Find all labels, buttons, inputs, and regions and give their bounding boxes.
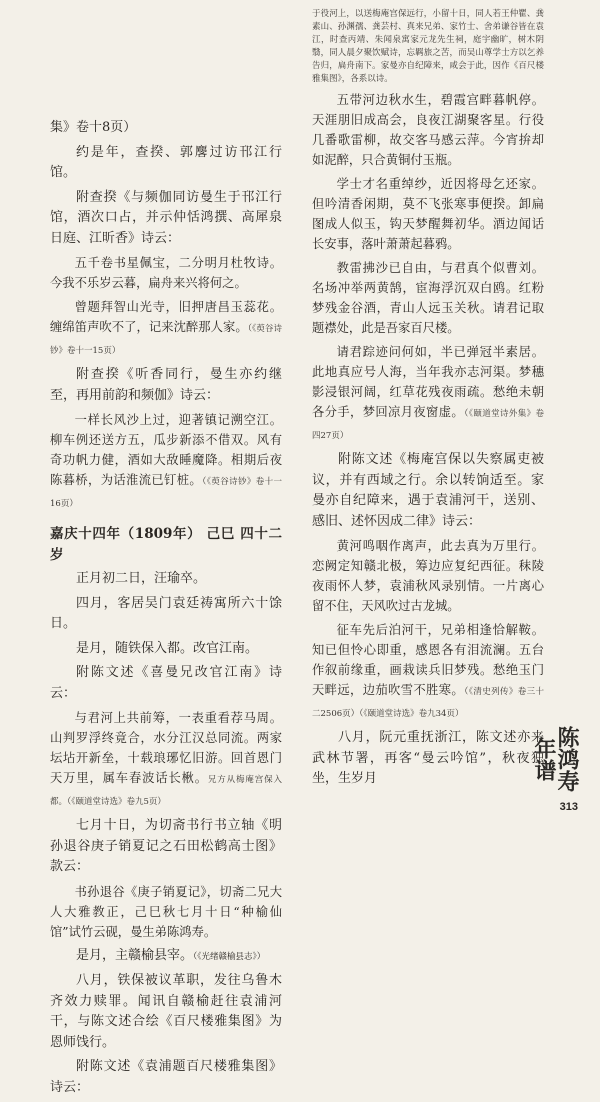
text-paragraph: 是月，随铁保入都。改官江南。 — [76, 640, 259, 656]
source-note: 兄方从梅庵宫保入都。（《颐道堂诗选》卷九5页） — [50, 775, 282, 807]
poem — [50, 410, 282, 514]
right-column — [312, 9, 544, 794]
source-note: （《光绪赣榆县志》） — [193, 951, 266, 962]
text-paragraph: 集》卷十8页） — [50, 120, 137, 135]
poem-text: 一样长风沙上过，迎著镇记溯空江。柳车例还送方五，瓜步新添不借双。风有奇功帆力健，酒如大敌睡魔降。相期后夜陈暮桥，为话淮流已钉桩。 — [50, 413, 282, 487]
poem: 教雷拂沙已自由，与君真个似曹刘。名场冲举两黄鹄，宦海浮沉双白鸥。红粉梦残金谷酒，青山人远玉关秋。请君记取题襟处，此是吾家百尺楼。 — [312, 261, 544, 335]
text-paragraph: 八月，铁保被议革职，发往乌鲁木齐效力赎罪。闻讯自赣榆赶往袁浦河干，与陈文述合绘《百尺楼雅集图》为恩师饯行。 — [50, 973, 282, 1050]
text-paragraph: 附陈文述《袁浦题百尺楼雅集图》诗云： — [50, 1059, 282, 1095]
year-heading: 嘉庆十四年（1809年） 己巳 四十二岁 — [50, 526, 282, 563]
source-note: （《颐道堂诗外集》卷四27页） — [312, 409, 544, 441]
text-paragraph: 正月初二日，汪瑜卒。 — [76, 571, 207, 586]
poem-text: 请君踪迹问何如，半已弹冠半素居。此地真应号人海，当年我亦志河渠。梦穗影浸银河阔，红草花残夜雨疏。愁绝未朝各分手，梦回凉月夜窗虚。 — [312, 345, 544, 419]
source-note: （《萸谷诗钞》卷十一16页） — [50, 477, 282, 509]
text-paragraph: 约是年，查揆、郭麐过访邗江行馆。 — [50, 144, 282, 180]
poem — [50, 708, 282, 812]
text-paragraph: 四月，客居吴门袁廷祷寓所六十馀日。 — [50, 595, 282, 631]
text-paragraph: 附查揆《与频伽同访曼生于邗江行馆，酒次口占，并示仲恬鸿撰、高犀泉日庭、江昕香》诗云： — [50, 189, 282, 246]
poem-text: 征车先后泊河干，兄弟相逢恰解鞍。知已但怜心即重，感恩各有泪流澜。五台作叙前缘重，画栽读兵旧梦残。愁绝玉门天畔远，边茄吹雪不胜寒。 — [312, 623, 544, 697]
poem: 五千卷书星佩宝，二分明月杜牧诗。今我不乐岁云暮，扁舟来兴将何之。 — [50, 256, 282, 290]
text-paragraph: 附陈文述《喜曼兄改官江南》诗云： — [50, 665, 282, 701]
source-note: （《萸谷诗钞》卷十一15页） — [50, 324, 282, 356]
poem: 五带河边秋水生，碧霞宫畔暮帆停。天涯朋旧成高会，良夜江湖聚客星。行役几番歌雷柳，故交客马感云萍。今宵拚却如泥醉，只合黄铜付玉瓶。 — [312, 93, 544, 167]
poem-text: 曾题拜智山光寺，旧押唐昌玉蕊花。缠绵笛声吹不了，记来沈醉那人家。 — [50, 300, 282, 334]
left-column — [50, 118, 282, 1102]
text: 是月，主赣榆县宰。 — [76, 947, 194, 963]
source-note: （《清史列传》卷三十二2506页）（《颐道堂诗选》卷九34页） — [312, 687, 544, 719]
poem: 书孙退谷《庚子销夏记》，切斋二兄大人大雅教正，己巳秋七月十日“种榆仙馆”试竹云砚，曼生弟陈鸿寿。 — [50, 884, 282, 939]
text-paragraph: 附查揆《听香同行，曼生亦约继至，再用前韵和频伽》诗云： — [50, 367, 282, 403]
poem — [312, 342, 544, 446]
text-paragraph — [50, 946, 282, 968]
text-paragraph: 八月，阮元重抚浙江，陈文述亦来武林节署，再客“曼云吟馆”，秋夜独坐，生岁月 — [312, 730, 544, 786]
poem: 学士才名重绰纱，近因将母乞还家。但吟清香闲期，莫不飞张寒事便揆。卸扁图成人似玉，钩天梦醒舞初华。酒边闻话长安事，落叶萧萧起暮鸦。 — [312, 177, 544, 251]
text-paragraph: 附陈文述《梅庵宫保以失察属吏被议，并有西域之行。余以转饷适至。家曼亦自纪障来，遇于袁浦河干，送别、感旧、述怀因成二律》诗云： — [312, 452, 544, 529]
poem-text: 与君河上共前筹，一表重看荐马周。山判罗浮终竟合，水分江汉总同流。两家坛坫开新垒，十载琅琊忆旧游。回首恩门天万里，属车春波话长楸。 — [50, 711, 282, 785]
preface-note: 于役河上，以送梅庵宫保远行，小留十日，同人若王仲瞿、龚素山、孙渊孺、龚芸村、真来兄弟、家竹士、舍弟谦谷皆在袁江，时查丙靖、朱闻泉寓家元龙先生祠，庭宇幽旷，树木阴翳，同人晨夕聚饮赋诗，忘羁旅之苦，而吴山尊学士方以乞养告归，扁舟南下。家曼亦自纪障来，咸会于此，因作《百尺楼雅集图》，各系以诗。 — [312, 9, 544, 84]
poem: 黄河鸣咽作离声，此去真为万里行。恋阙定知赣北极，筹边应复纪西征。秣陵夜雨怀人梦，袁浦秋风录别情。一片离心留不住，天风吹过古龙城。 — [312, 539, 544, 613]
book-seal-logo: 陈鸿寿年谱 — [531, 726, 580, 792]
page-number: 313 — [559, 801, 578, 813]
poem — [312, 620, 544, 724]
text-paragraph: 七月十日，为切斋书行书立轴《明孙退谷庚子销夏记之石田松鹤高士图》款云： — [50, 818, 282, 874]
poem — [50, 297, 282, 361]
